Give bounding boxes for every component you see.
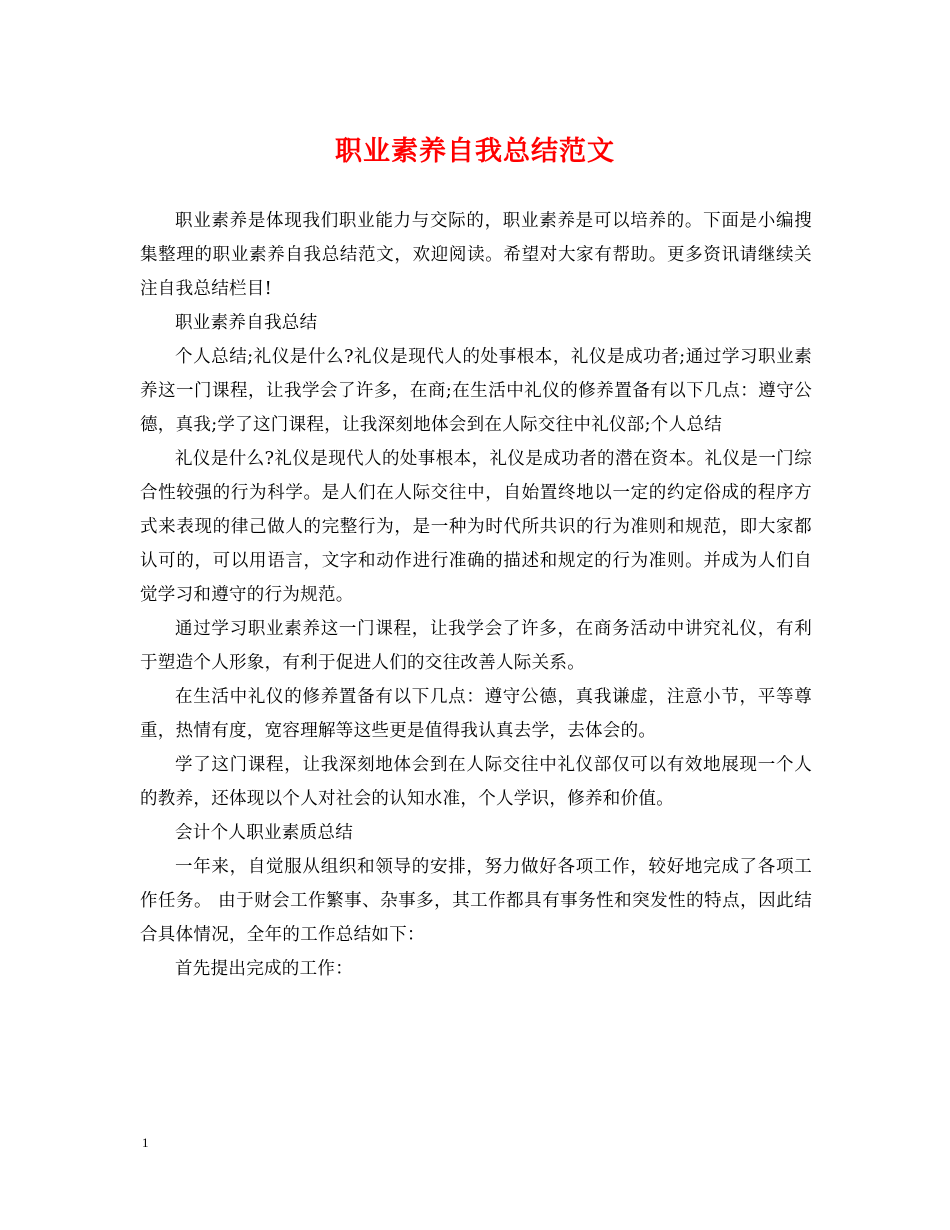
paragraph-etiquette-definition: 礼仪是什么?礼仪是现代人的处事根本，礼仪是成功者的潜在资本。礼仪是一门综合性较强的行为科学。是人们在人际交往中，自始置终地以一定的约定俗成的程序方式来表现的律己做人的完整行为，是一种为时代所共识的行为准则和规范，即大家都认可的，可以用语言，文字和动作进行准确的描述和规定的行为准则。并成为人们自觉学习和遵守的行为规范。 xyxy=(140,449,812,605)
paragraph-life-etiquette: 在生活中礼仪的修养置备有以下几点：遵守公德，真我谦虚，注意小节，平等尊重，热情有度，宽容理解等这些更是值得我认真去学，去体会的。 xyxy=(140,687,812,741)
document-body xyxy=(140,204,812,986)
document-title: 职业素养自我总结范文 xyxy=(335,136,615,167)
paragraph-year-review: 一年来，自觉服从组织和领导的安排，努力做好各项工作，较好地完成了各项工作任务。 由于财会工作繁事、杂事多，其工作都具有事务性和突发性的特点，因此结合具体情况，全年的工作总结如下： xyxy=(140,857,812,945)
paragraph-course-learning: 通过学习职业素养这一门课程，让我学会了许多，在商务活动中讲究礼仪，有利于塑造个人形象，有利于促进人们的交往改善人际关系。 xyxy=(140,619,812,673)
section-heading-accounting: 会计个人职业素质总结 xyxy=(175,823,353,843)
page-number: 1 xyxy=(142,1135,149,1150)
paragraph-course-reflection: 学了这门课程，让我深刻地体会到在人际交往中礼仪部仅可以有效地展现一个人的教养，还体现以个人对社会的认知水准，个人学识，修养和价值。 xyxy=(140,755,812,809)
paragraph-personal-summary: 个人总结;礼仪是什么?礼仪是现代人的处事根本，礼仪是成功者;通过学习职业素养这一门课程，让我学会了许多，在商;在生活中礼仪的修养置备有以下几点：遵守公德，真我;学了这门课程，让我深刻地体会到在人际交往中礼仪部;个人总结 xyxy=(140,347,812,435)
paragraph-intro: 职业素养是体现我们职业能力与交际的，职业素养是可以培养的。下面是小编搜集整理的职业素养自我总结范文，欢迎阅读。希望对大家有帮助。更多资讯请继续关注自我总结栏目! xyxy=(140,211,812,299)
paragraph-completed-work: 首先提出完成的工作： xyxy=(175,959,353,979)
section-heading-self-summary: 职业素养自我总结 xyxy=(175,313,318,333)
